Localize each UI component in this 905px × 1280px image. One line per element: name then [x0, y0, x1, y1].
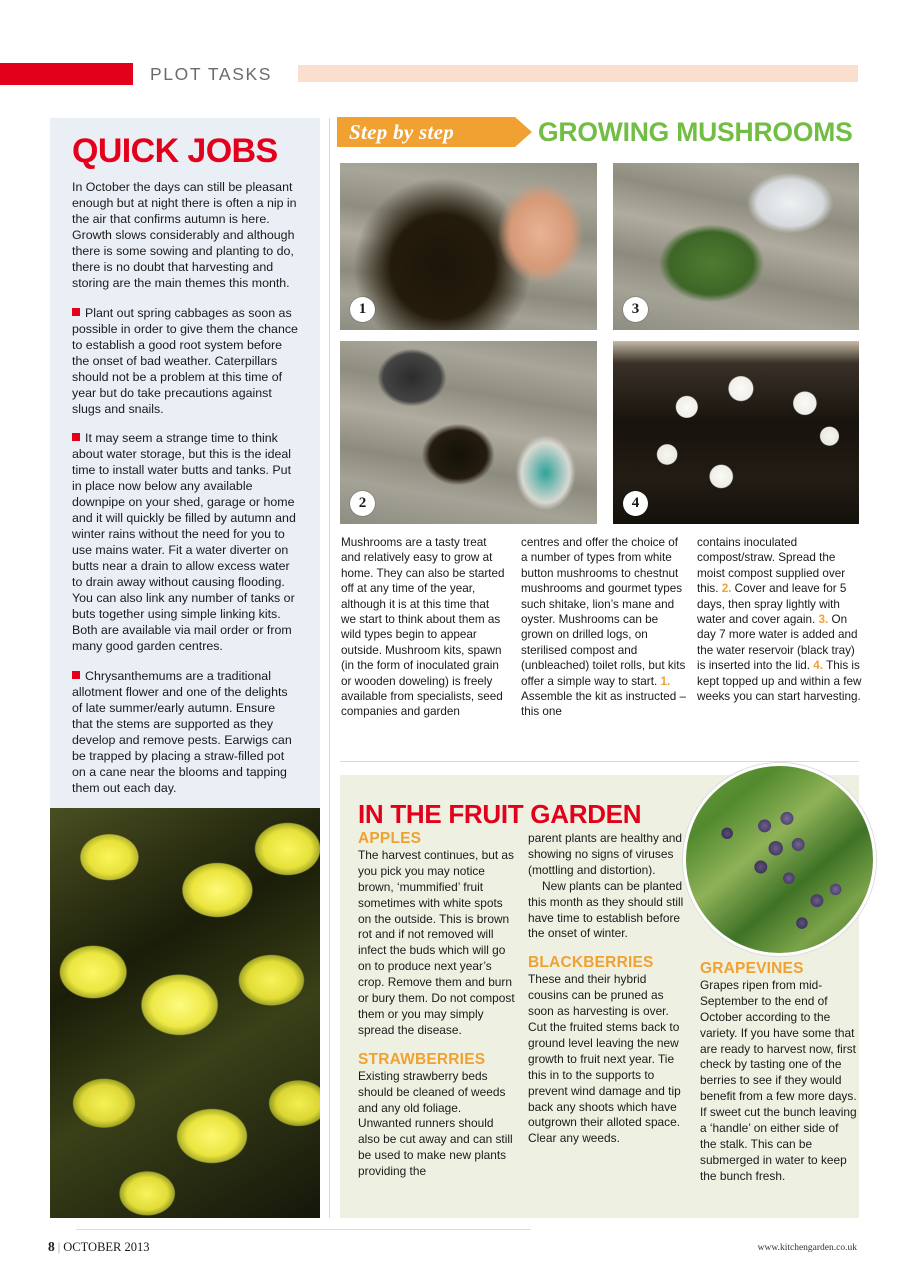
- chrysanthemum-photo: [50, 808, 320, 1218]
- growing-mushrooms-title: GROWING MUSHROOMS: [538, 117, 853, 147]
- strawberries-heading: STRAWBERRIES: [358, 1050, 486, 1068]
- step-4-text: This is kept topped up and within a few weeks you can start harvesting.: [697, 659, 862, 704]
- fruit-column-1: [358, 831, 516, 1180]
- step-ref-2: 2.: [721, 582, 732, 596]
- step-photo-4: [613, 341, 859, 524]
- step-ref-1: 1.: [660, 674, 671, 688]
- mushroom-text-column-1: Mushrooms are a tasty treat and relatively easy to grow at home. They can also be started off at any time of the year, although it is at this time that we start to think about them as wild types begin to appear outside. Mushroom kits, spawn (in the form of inoculated grain or wooden doweling) is freely available from specialists, seed companies and garden: [341, 536, 505, 719]
- grapevines-text: Grapes ripen from mid-September to the end of October according to the variety. If you have some that are ready to harvest now, first check by tasting one of the berries to see if they would benefit from a few more days. If sweet cut the bunch leaving a ‘handle’ on either side of the stalk. This can be submerged in water to keep the bunch fresh.: [700, 977, 857, 1183]
- footer-divider: [76, 1229, 531, 1230]
- step-1-text: Assemble the kit as instructed – this one: [521, 690, 687, 719]
- column-divider: [329, 118, 330, 1218]
- quick-jobs-bullet-3: [72, 668, 298, 796]
- step-by-step-banner: [337, 117, 532, 147]
- page-number: 8: [48, 1239, 55, 1254]
- fruit-column-2: [528, 831, 686, 1147]
- step-by-step-label: Step by step: [349, 120, 455, 144]
- step-photo-2: [340, 341, 597, 524]
- quick-jobs-bullet-1-text: Plant out spring cabbages as soon as possible in order to give them the chance to establish a good root system before the onset of bad weather. Caterpillars should not be a problem at this time of year but do take precautions against slugs and snails.: [72, 305, 298, 416]
- step-number-badge-3: 3: [623, 297, 648, 322]
- quick-jobs-panel: [50, 118, 320, 808]
- mushroom-col2-text: centres and offer the choice of a number of types from white button mushrooms to chestnut mushrooms and gourmet types such shitake, lion’s mane and oyster. Mushrooms can be grown on drilled logs, on sterilised compost and (unbleached) toilet rolls, but kits offer a simple way to start.: [521, 536, 686, 688]
- step-photo-1: [340, 163, 597, 330]
- step-photo-3: [613, 163, 859, 330]
- fruit-garden-title: IN THE FRUIT GARDEN: [358, 799, 642, 829]
- quick-jobs-bullet-2-text: It may seem a strange time to think about water storage, but this is the ideal time to install water butts and tanks. Put in place now below any available downpipe on your shed, garage or home and it will quickly be filled by autumn and winter rains without the need for you to use mains water. Fit a water diverter on butts near a drain to allow excess water to drain away without causing flooding. You can also link any number of tanks or buts together using simple linking kits. Both are available via mail order or from many good garden centres.: [72, 431, 296, 653]
- bullet-marker-icon: [72, 308, 80, 316]
- issue-date: OCTOBER 2013: [63, 1240, 150, 1254]
- quick-jobs-bullet-3-text: Chrysanthemums are a traditional allotment flower and one of the delights of late summer/early autumn. Ensure that the stems are supported as they develop and remove pests. Earwigs can be trapped by placing a straw-filled pot on a cane near the blooms and tapping them out each day.: [72, 668, 292, 795]
- step-2-text: Cover and leave for 5 days, then spray lightly with water and cover again.: [697, 582, 847, 627]
- step-number-badge-2: 2: [350, 491, 375, 516]
- running-head-color-block: [0, 63, 133, 85]
- apples-continued-text: parent plants are healthy and showing no signs of viruses (mottling and distortion).: [528, 831, 683, 877]
- footer-website: www.kitchengarden.co.uk: [757, 1243, 857, 1253]
- apples-new-plants-text: New plants can be planted this month as they should still have time to establish before the onset of winter.: [528, 878, 684, 941]
- apples-text: The harvest continues, but as you pick you may notice brown, ‘mummified’ fruit sometimes with white spots on the outside. This is brown rot and if not removed will infect the buds which will go on to produce next year’s crop. Remove them and burn or bury them. Do not compost them or you may simply spread the disease.: [358, 847, 515, 1037]
- fruit-column-3: [700, 961, 858, 1185]
- step-ref-3: 3.: [818, 613, 829, 627]
- blackberries-text: These and their hybrid cousins can be pruned as soon as harvesting is over. Cut the fruited stems back to ground level leaving the new growth to fruit next year. Tie this in to the supports to prevent wind damage and tip back any shoots which have outgrown their alloted space. Clear any weeds.: [528, 972, 681, 1146]
- step-3-text: On day 7 more water is added and the water reservoir (black tray) is inserted into the lid.: [697, 613, 858, 673]
- apples-heading: APPLES: [358, 830, 422, 847]
- footer-separator: |: [57, 1240, 61, 1254]
- quick-jobs-bullet-2: [72, 430, 298, 654]
- strawberries-text: Existing strawberry beds should be cleaned of weeds and any old foliage. Unwanted runners should also be cut away and can still be used to make new plants providing the: [358, 1068, 513, 1179]
- grapevines-heading: GRAPEVINES: [700, 960, 804, 977]
- footer-left: [48, 1239, 150, 1255]
- step-number-badge-4: 4: [623, 491, 648, 516]
- step-ref-4: 4.: [813, 659, 824, 673]
- step-number-badge-1: 1: [350, 297, 375, 322]
- bullet-marker-icon: [72, 671, 80, 679]
- mushroom-text-column-3: [697, 535, 863, 704]
- running-head-label: PLOT TASKS: [150, 64, 273, 84]
- quick-jobs-bullet-1: [72, 305, 298, 417]
- section-divider: [340, 761, 859, 762]
- mushroom-col3-text: contains inoculated compost/straw. Spread the moist compost supplied over this.: [697, 536, 846, 596]
- running-head-bar: [298, 65, 858, 82]
- running-head: [0, 63, 905, 85]
- quick-jobs-intro: In October the days can still be pleasant enough but at night there is often a nip in the air that confirms autumn is here. Growth slows considerably and although there is some sowing and planting to do, there is no doubt that harvesting and storing are the main themes this month.: [72, 180, 297, 290]
- grapes-photo: [683, 763, 876, 956]
- blackberries-heading: BLACKBERRIES: [528, 954, 654, 972]
- bullet-marker-icon: [72, 433, 80, 441]
- mushroom-text-column-2: [521, 535, 687, 720]
- quick-jobs-title: QUICK JOBS: [72, 132, 278, 170]
